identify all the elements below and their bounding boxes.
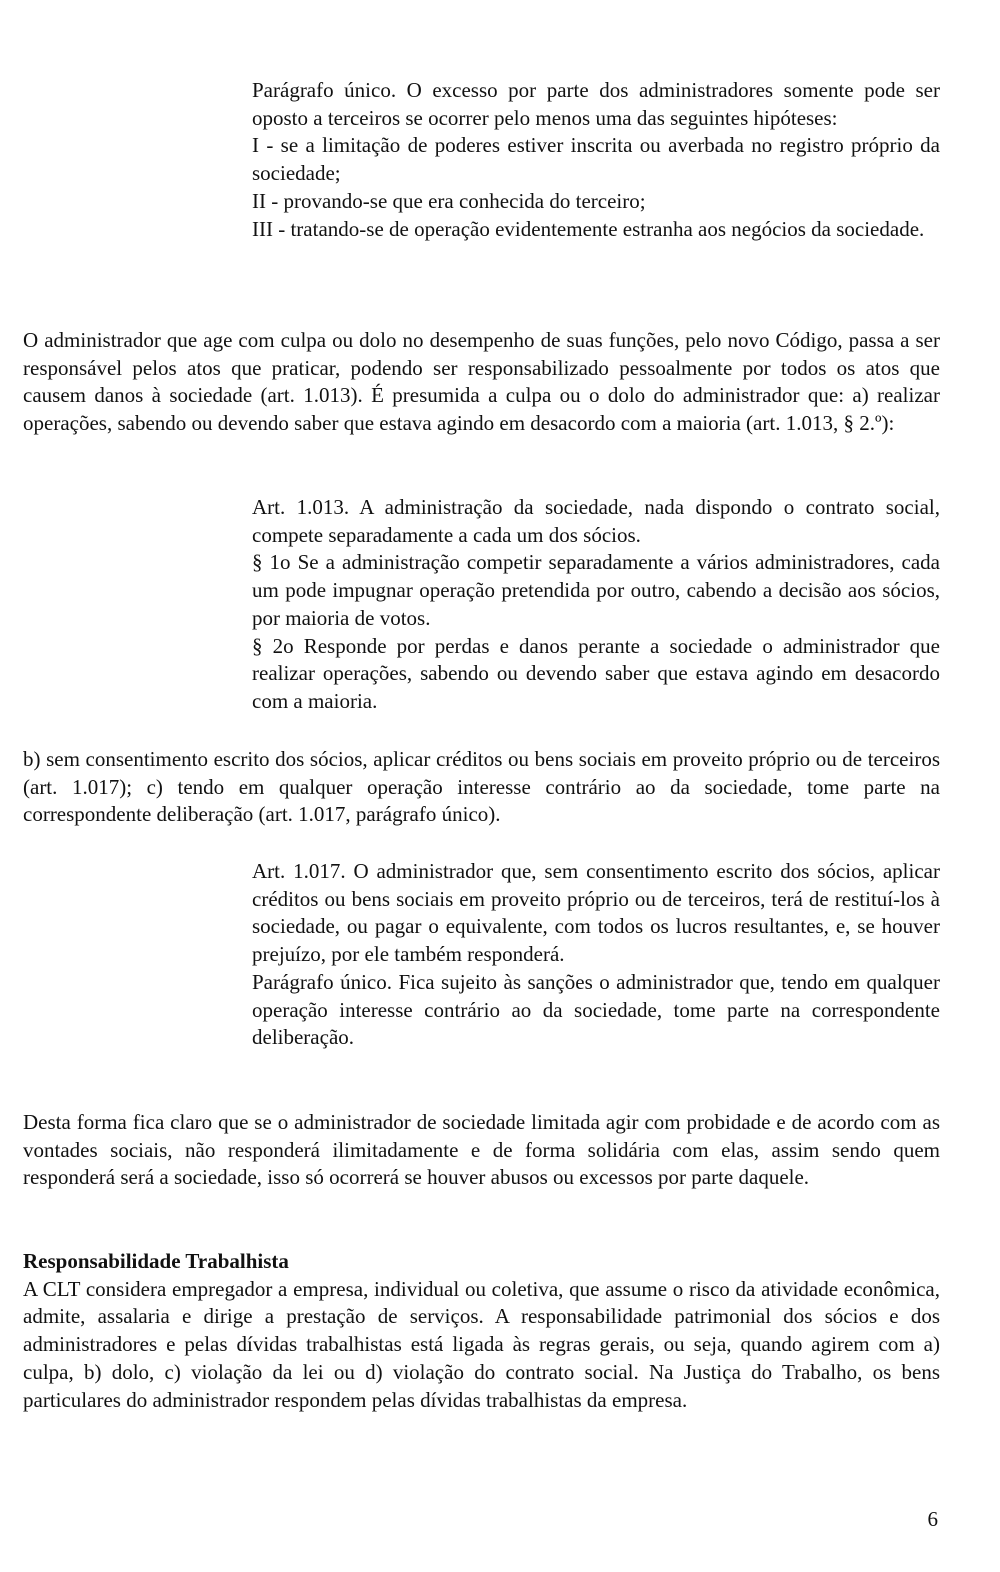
paragraph-sem-consentimento: b) sem consentimento escrito dos sócios, aplicar créditos ou bens sociais em proveito próprio ou de terceiros (art. 1.017); c) tendo em qualquer operação interesse contrário ao da sociedade, tome parte na correspondente deliberação (art. 1.017, parágrafo único).	[23, 747, 940, 827]
quote-line: § 1o Se a administração competir separadamente a vários administradores, cada um pode impugnar operação pretendida por outro, cabendo a decisão aos sócios, por maioria de votos.	[252, 550, 940, 630]
quote-art-1017	[252, 858, 940, 1052]
quote-paragrafo-unico-excesso	[252, 77, 940, 243]
page-number: 6	[927, 1507, 938, 1531]
quote-line: Parágrafo único. O excesso por parte dos administradores somente pode ser oposto a terceiros se ocorrer pelo menos uma das seguintes hipóteses:	[252, 78, 940, 130]
section-responsabilidade-trabalhista	[23, 1248, 940, 1414]
section-heading: Responsabilidade Trabalhista	[23, 1249, 289, 1273]
paragraph-conclusao: Desta forma fica claro que se o administrador de sociedade limitada agir com probidade e de acordo com as vontades sociais, não responderá ilimitadamente e de forma solidária com elas, assim sendo quem responderá será a sociedade, isso só ocorrerá se houver abusos ou excessos por parte daquele.	[23, 1110, 940, 1190]
quote-line: III - tratando-se de operação evidentemente estranha aos negócios da sociedade.	[252, 216, 925, 241]
quote-line: § 2o Responde por perdas e danos perante a sociedade o administrador que realizar operações, sabendo ou devendo saber que estava agindo em desacordo com a maioria.	[252, 633, 940, 713]
quote-line: Art. 1.017. O administrador que, sem consentimento escrito dos sócios, aplicar créditos ou bens sociais em proveito próprio ou de terceiros, terá de restituí-los à sociedade, ou pagar o equivalente, com todos os lucros resultantes, e, se houver prejuízo, por ele também responderá.	[252, 859, 940, 967]
quote-line: Art. 1.013. A administração da sociedade, nada dispondo o contrato social, compete separadamente a cada um dos sócios.	[252, 495, 940, 547]
quote-art-1013	[252, 494, 940, 716]
quote-line: I - se a limitação de poderes estiver inscrita ou averbada no registro próprio da sociedade;	[252, 133, 940, 186]
paragraph-clt: A CLT considera empregador a empresa, individual ou coletiva, que assume o risco da atividade econômica, admite, assalaria e dirige a prestação de serviços. A responsabilidade patrimonial dos sócios e dos administradores e pelas dívidas trabalhistas está ligada às regras gerais, ou seja, quando agirem com a) culpa, b) dolo, c) violação da lei ou d) violação do contrato social. Na Justiça do Trabalho, os bens particulares do administrador respondem pelas dívidas trabalhistas da empresa.	[23, 1276, 940, 1412]
quote-line: II - provando-se que era conhecida do terceiro;	[252, 188, 646, 213]
quote-line: Parágrafo único. Fica sujeito às sanções o administrador que, tendo em qualquer operação interesse contrário ao da sociedade, tome parte na correspondente deliberação.	[252, 969, 940, 1050]
paragraph-culpa-dolo: O administrador que age com culpa ou dolo no desempenho de suas funções, pelo novo Código, passa a ser responsável pelos atos que praticar, podendo ser responsabilizado pessoalmente por todos os atos que causem danos à sociedade (art. 1.013). É presumida a culpa ou o dolo do administrador que: a) realizar operações, sabendo ou devendo saber que estava agindo em desacordo com a maioria (art. 1.013, § 2.º):	[23, 328, 940, 436]
